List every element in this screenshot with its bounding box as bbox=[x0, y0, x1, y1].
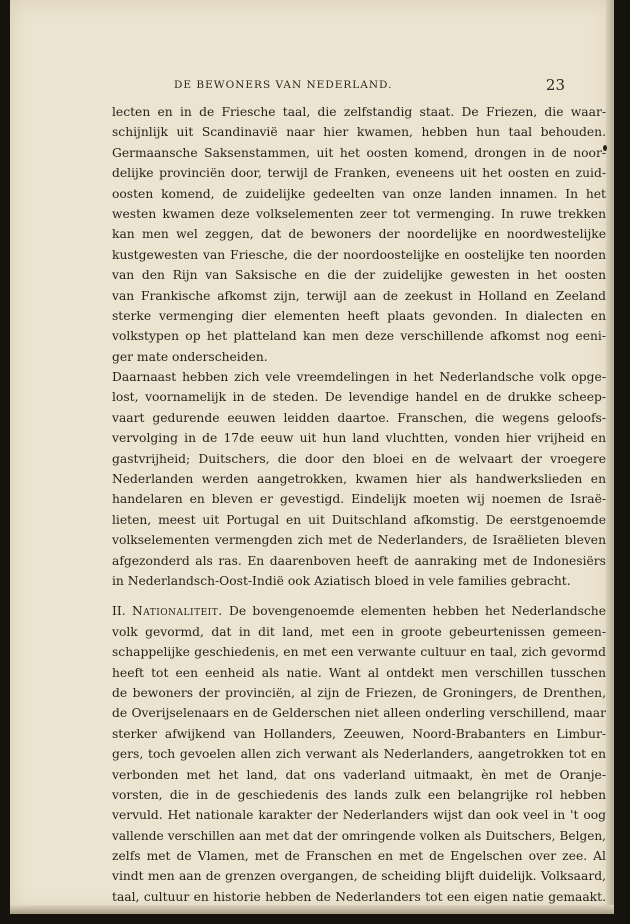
text-line: oosten komend, de zuidelijke gedeelten van onze landen innamen. In het bbox=[112, 186, 606, 201]
text-line: van Frankische afkomst zijn, terwijl aan de zeekust in Holland en Zeeland bbox=[112, 288, 606, 303]
section-heading: Nationaliteit. bbox=[131, 604, 223, 619]
text-line: volkselementen vermengden zich met de Nederlanders, de Israëlieten bleven bbox=[112, 533, 606, 548]
text-line: ger mate onderscheiden. bbox=[112, 349, 268, 364]
text-line: lieten, meest uit Portugal en uit Duitschland afkomstig. De eerstgenoemde bbox=[112, 512, 606, 527]
running-head-title: DE BEWONERS VAN NEDERLAND. bbox=[174, 79, 393, 91]
text-line: heeft tot een eenheid als natie. Want al ontdekt men verschillen tusschen bbox=[112, 665, 606, 680]
text-line: kan men wel zeggen, dat de bewoners der noordelijke en noordwestelijke bbox=[112, 227, 606, 242]
running-head bbox=[62, 76, 612, 96]
paragraph-2 bbox=[112, 367, 606, 591]
text-line: taal, cultuur en historie hebben de Nederlanders tot een eigen natie gemaakt. bbox=[112, 889, 606, 904]
text-line: van den Rijn van Saksische en die der zuidelijke gewesten in het oosten bbox=[112, 268, 606, 283]
text-line: volkstypen op het platteland kan men deze verschillende afkomst nog eeni- bbox=[112, 329, 606, 344]
text-line: sterke vermenging dier elementen heeft plaats gevonden. In dialecten en bbox=[112, 308, 606, 323]
text-line: Daarnaast hebben zich vele vreemdelingen in het Nederlandsche volk opge- bbox=[112, 370, 606, 385]
page-edge bbox=[606, 0, 614, 914]
page-number: 23 bbox=[545, 76, 565, 94]
paragraph-gap bbox=[112, 591, 606, 601]
paragraph-3 bbox=[112, 601, 606, 907]
text-line: vaart gedurende eeuwen leidden daartoe. Franschen, die wegens geloofs- bbox=[112, 410, 606, 425]
text-line: vallende verschillen aan met dat der omringende volken als Duitschers, Belgen, bbox=[112, 828, 606, 843]
text-line: lecten en in de Friesche taal, die zelfstandig staat. De Friezen, die waar- bbox=[112, 105, 606, 119]
text-line: in Nederlandsch-Oost-Indië ook Aziatisch bloed in vele families gebracht. bbox=[112, 573, 571, 588]
text-line: verbonden met het land, dat ons vaderland uitmaakt, èn met de Oranje- bbox=[112, 767, 606, 782]
section-first-line bbox=[112, 601, 606, 621]
text-line: volk gevormd, dat in dit land, met een in groote gebeurtenissen gemeen- bbox=[112, 624, 606, 639]
text-line: vervolging in de 17de eeuw uit hun land vluchtten, vonden hier vrijheid en bbox=[112, 431, 606, 446]
section-first-line-text: De bovengenoemde elementen hebben het Nederlandsche bbox=[228, 604, 606, 619]
text-line: handelaren en bleven er gevestigd. Eindelijk moeten wij noemen de Israë- bbox=[112, 492, 606, 507]
text-line: vervuld. Het nationale karakter der Nederlanders wijst dan ook veel in 't oog bbox=[112, 808, 606, 823]
text-line: westen kwamen deze volkselementen zeer tot vermenging. In ruwe trekken bbox=[112, 206, 606, 221]
text-line: lost, voornamelijk in de steden. De levendige handel en de drukke scheep- bbox=[112, 390, 606, 405]
text-line: gers, toch gevoelen allen zich verwant als Nederlanders, aangetrokken tot en bbox=[112, 747, 606, 762]
text-line: schijnlijk uit Scandinavië naar hier kwamen, hebben hun taal behouden. bbox=[112, 125, 606, 140]
text-line: zelfs met de Vlamen, met de Franschen en met de Engelschen over zee. Al bbox=[112, 849, 606, 864]
text-line: kustgewesten van Friesche, die der noordoostelijke en oostelijke ten noorden bbox=[112, 247, 606, 262]
section-numeral: II. bbox=[112, 604, 126, 619]
text-line: vorsten, die in de geschiedenis des lands zulk een belangrijke rol hebben bbox=[112, 787, 606, 802]
paragraph-1 bbox=[112, 102, 606, 367]
text-line: Nederlanden werden aangetrokken, kwamen hier als handwerkslieden en bbox=[112, 472, 606, 487]
text-line: de bewoners der provinciën, al zijn de Friezen, de Groningers, de Drenthen, bbox=[112, 685, 606, 700]
text-line: gastvrijheid; Duitschers, die door den bloei en de welvaart der vroegere bbox=[112, 451, 606, 466]
text-line: delijke provinciën door, terwijl de Franken, eveneens uit het oosten en zuid- bbox=[112, 166, 606, 181]
text-line: afgezonderd als ras. En daarenboven heeft de aanraking met de Indonesiërs bbox=[112, 553, 606, 568]
text-line: sterker afwijkend van Hollanders, Zeeuwen, Noord-Brabanters en Limbur- bbox=[112, 726, 606, 741]
text-line: vindt men aan de grenzen overgangen, de scheiding blijft duidelijk. Volksaard, bbox=[112, 869, 606, 884]
text-line: schappelijke geschiedenis, en met een verwante cultuur en taal, zich gevormd bbox=[112, 645, 606, 660]
body-text bbox=[112, 102, 606, 907]
text-line: Germaansche Saksenstammen, uit het oosten komend, drongen in de noor- bbox=[112, 145, 606, 160]
text-line: de Overijselenaars en de Gelderschen niet alleen onderling verschillend, maar bbox=[112, 706, 606, 721]
